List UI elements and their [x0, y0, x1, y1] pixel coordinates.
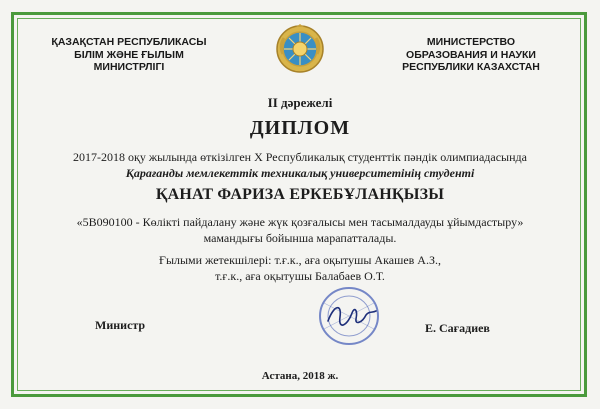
header-right-line-3: РЕСПУБЛИКИ КАЗАХСТАН: [402, 61, 540, 73]
header-left-line-2: БІЛІМ ЖӘНЕ ҒЫЛЫМ: [74, 48, 184, 61]
header-right-russian: [366, 36, 576, 74]
recipient-name: ҚАНАТ ФАРИЗА ЕРКЕБҰЛАНҚЫЗЫ: [155, 186, 445, 203]
university-line: Қарағанды мемлекеттік техникалық университетінің студенті: [125, 166, 475, 180]
header-left-line-3: МИНИСТРЛІГІ: [93, 61, 165, 73]
header-right-line-2: ОБРАЗОВАНИЯ И НАУКИ: [406, 48, 536, 61]
supervisors-line-2: т.ғ.к., аға оқытушы Балабаев О.Т.: [215, 269, 385, 283]
kazakhstan-state-emblem-icon: [275, 24, 325, 74]
olympiad-line: 2017-2018 оқу жылында өткізілген Х Республикалық студенттік пәндік олимпиадасында: [73, 150, 527, 164]
minister-name: Е. Сағадиев: [425, 321, 490, 335]
specialty-line-2: мамандығы бойынша марапатталады.: [203, 231, 397, 245]
diploma-degree: II дәрежелі: [267, 95, 333, 110]
header-left-kazakh: [24, 36, 234, 74]
city-date: Астана, 2018 ж.: [261, 370, 339, 382]
header-right-line-1: МИНИСТЕРСТВО: [426, 36, 516, 48]
minister-label: Министр: [95, 318, 146, 332]
specialty-line-1: «5В090100 - Көлікті пайдалану және жүк қозғалысы мен тасымалдауды ұйымдастыру»: [76, 215, 524, 229]
header-left-line-1: ҚАЗАҚСТАН РЕСПУБЛИКАСЫ: [51, 36, 207, 48]
diploma-title: ДИПЛОМ: [249, 117, 351, 139]
official-seal-icon: [314, 285, 384, 347]
supervisors-line-1: Ғылыми жетекшілері: т.ғ.к., аға оқытушы Акашев А.З.,: [159, 253, 441, 267]
